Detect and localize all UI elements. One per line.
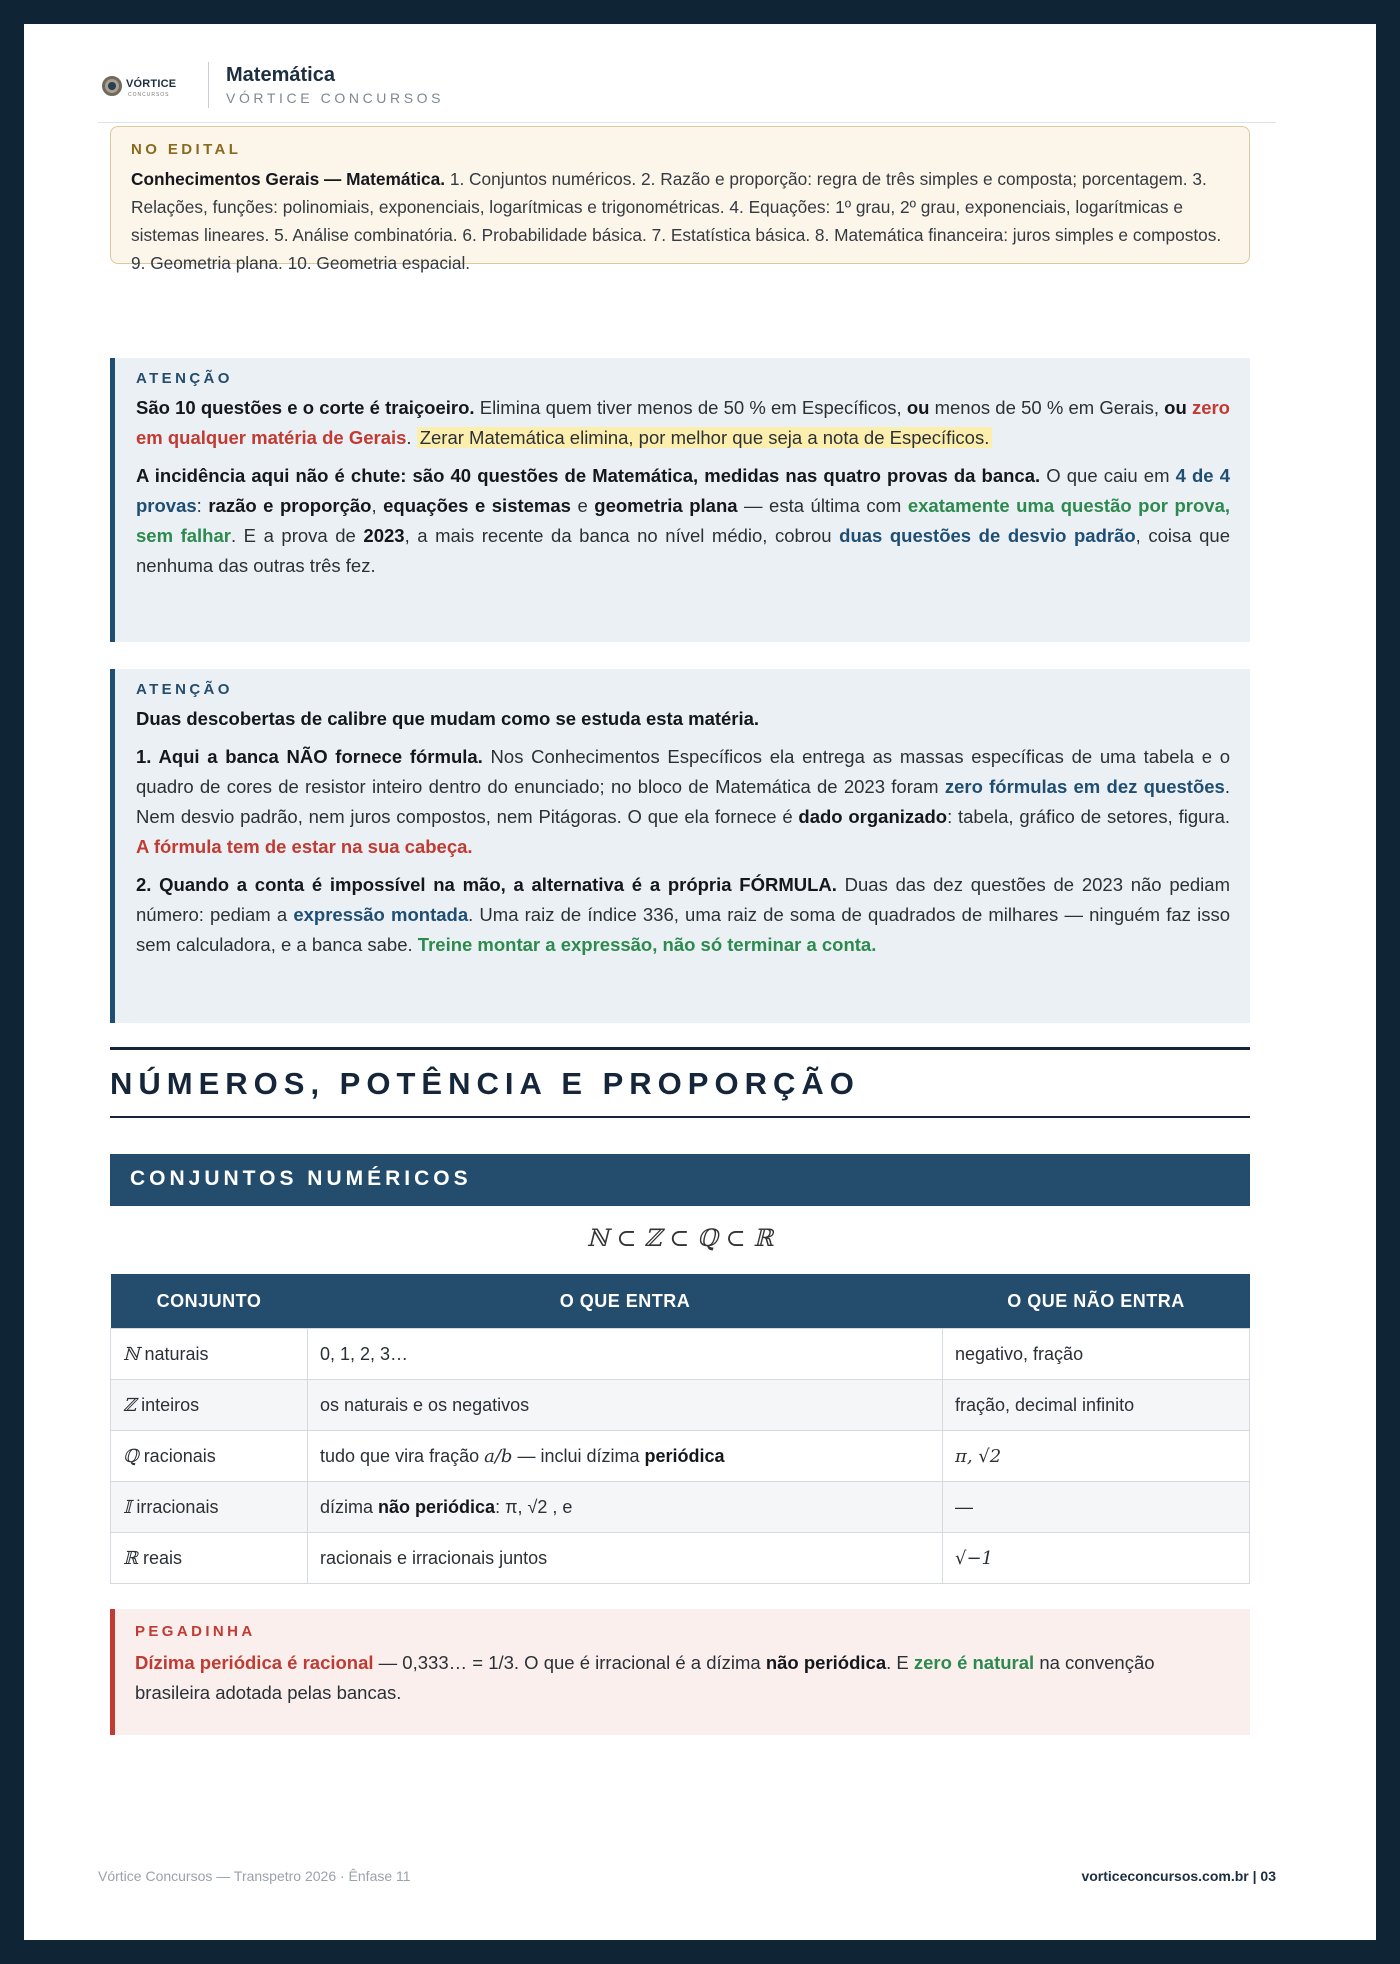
attention-1-paragraph-1: São 10 questões e o corte é traiçoeiro. Elimina quem tiver menos de 50 % em Específicos, ou menos de 50 % em Gerais, ou zero em qualquer matéria de Gerais. Zerar Matemática elimina, por melhor que seja a nota de Específicos.: [136, 397, 1230, 448]
pegadinha-box: [110, 1609, 1250, 1735]
attention-2-intro: Duas descobertas de calibre que mudam como se estuda esta matéria.: [136, 708, 760, 729]
table-cell-set: ℚ racionais: [111, 1431, 308, 1482]
attention-label: ATENÇÃO: [136, 681, 233, 698]
table-row: [111, 1482, 1250, 1533]
page-subtitle: VÓRTICE CONCURSOS: [226, 90, 445, 106]
page-title: Matemática: [226, 64, 335, 86]
table-header-row: [111, 1274, 1250, 1329]
header-divider: [208, 62, 209, 108]
edital-text: Conhecimentos Gerais — Matemática. 1. Conjuntos numéricos. 2. Razão e proporção: regra de três simples e composta; porcentagem. 3. Relações, funções: polinomiais, exponenciais, logarítmicas e trigonométricas. 4. Equações: 1º grau, 2º grau, exponenciais, logarítmicas e sistemas lineares. 5. Análise combinatória. 6. Probabilidade básica. 7. Estatística básica. 8. Matemática financeira: juros simples e compostos. 9. Geometria plana. 10. Geometria espacial.: [131, 169, 1222, 273]
table-header-conjunto: CONJUNTO: [111, 1274, 308, 1329]
logo-subtext: CONCURSOS: [128, 92, 170, 98]
table-header-nao-entra: O QUE NÃO ENTRA: [943, 1274, 1250, 1329]
table-cell-out: negativo, fração: [943, 1329, 1250, 1380]
section-top-rule: [110, 1047, 1250, 1050]
table-cell-set: ℝ reais: [111, 1533, 308, 1584]
subsection-title: CONJUNTOS NUMÉRICOS: [110, 1154, 1250, 1206]
table-row: [111, 1533, 1250, 1584]
logo-emblem-icon: [102, 76, 122, 96]
edital-label: NO EDITAL: [131, 141, 242, 158]
table-cell-out: √−1: [943, 1533, 1250, 1584]
number-sets-table: [110, 1274, 1250, 1584]
table-cell-in: dízima não periódica: π, √2 , e: [308, 1482, 943, 1533]
table-cell-in: os naturais e os negativos: [308, 1380, 943, 1431]
vortice-logo: [100, 72, 200, 112]
pegadinha-label: PEGADINHA: [135, 1623, 256, 1640]
logo-text: VÓRTICE: [126, 78, 177, 90]
attention-box-1: [110, 358, 1250, 642]
attention-2-paragraph-2: 2. Quando a conta é impossível na mão, a alternativa é a própria FÓRMULA. Duas das dez questões de 2023 não pediam número: pediam a expressão montada. Uma raiz de índice 336, uma raiz de soma de quadrados de milhares — ninguém faz isso sem calculadora, e a banca sabe. Treine montar a expressão, não só terminar a conta.: [136, 874, 1230, 955]
table-cell-out: π, √2: [943, 1431, 1250, 1482]
table-cell-out: —: [943, 1482, 1250, 1533]
table-header-entra: O QUE ENTRA: [308, 1274, 943, 1329]
footer-left: Vórtice Concursos — Transpetro 2026 · Ênfase 11: [98, 1868, 411, 1884]
table-row: [111, 1431, 1250, 1482]
table-cell-in: 0, 1, 2, 3…: [308, 1329, 943, 1380]
attention-box-2: [110, 669, 1250, 1023]
table-cell-in: racionais e irracionais juntos: [308, 1533, 943, 1584]
section-title: NÚMEROS, POTÊNCIA E PROPORÇÃO: [110, 1066, 860, 1101]
section-bottom-rule: [110, 1116, 1250, 1118]
attention-2-paragraph-1: 1. Aqui a banca NÃO fornece fórmula. Nos Conhecimentos Específicos ela entrega as massas específicas de uma tabela e o quadro de cores de resistor inteiro dentro do enunciado; no bloco de Matemática de 2023 foram zero fórmulas em dez questões. Nem desvio padrão, nem juros compostos, nem Pitágoras. O que ela fornece é dado organizado: tabela, gráfico de setores, figura. A fórmula tem de estar na sua cabeça.: [136, 746, 1231, 857]
header-rule: [98, 122, 1276, 123]
table-cell-out: fração, decimal infinito: [943, 1380, 1250, 1431]
table-row: [111, 1380, 1250, 1431]
set-inclusion-formula: ℕ ⊂ ℤ ⊂ ℚ ⊂ ℝ: [586, 1224, 774, 1252]
attention-label: ATENÇÃO: [136, 370, 233, 387]
footer-right[interactable]: vorticeconcursos.com.br | 03: [1081, 1868, 1276, 1884]
table-row: [111, 1329, 1250, 1380]
attention-1-paragraph-2: A incidência aqui não é chute: são 40 questões de Matemática, medidas nas quatro provas da banca. O que caiu em 4 de 4 provas: razão e proporção, equações e sistemas e geometria plana — esta última com exatamente uma questão por prova, sem falhar. E a prova de 2023, a mais recente da banca no nível médio, cobrou duas questões de desvio padrão, coisa que nenhuma das outras três fez.: [136, 465, 1230, 576]
highlight-text: Zerar Matemática elimina, por melhor que seja a nota de Específicos.: [417, 427, 993, 448]
table-cell-set: ℕ naturais: [111, 1329, 308, 1380]
table-cell-in: tudo que vira fração a/b — inclui dízima periódica: [308, 1431, 943, 1482]
table-cell-set: 𝕀 irracionais: [111, 1482, 308, 1533]
table-cell-set: ℤ inteiros: [111, 1380, 308, 1431]
edital-box: [110, 126, 1250, 273]
pegadinha-text: Dízima periódica é racional — 0,333… = 1/3. O que é irracional é a dízima não periódica. E zero é natural na convenção brasileira adotada pelas bancas.: [135, 1652, 1155, 1703]
